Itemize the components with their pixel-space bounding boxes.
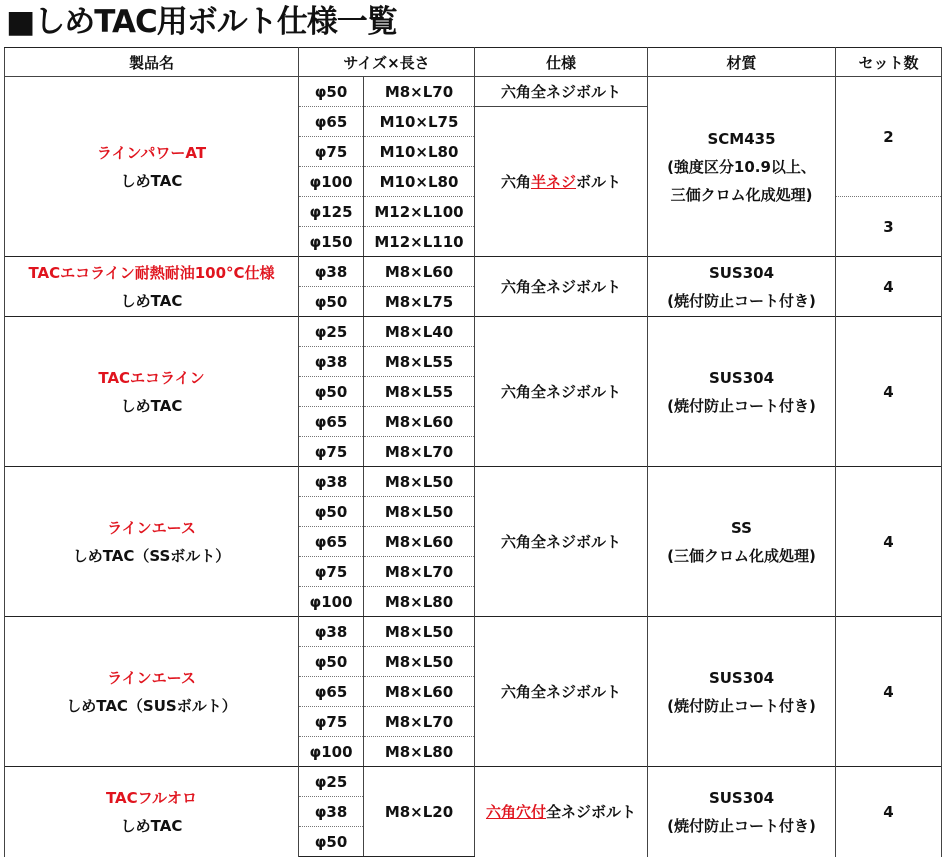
material-cell bbox=[648, 767, 836, 857]
bolt-size: M8×L70 bbox=[364, 707, 475, 737]
product-name-cell bbox=[5, 257, 299, 317]
material-line: (焼付防止コート付き) bbox=[667, 696, 816, 715]
bolt-spec: 六角全ネジボルト bbox=[475, 617, 648, 767]
header-size: サイズ×長さ bbox=[299, 48, 475, 77]
material-line: SCM435 bbox=[707, 129, 776, 148]
bolt-size: M8×L80 bbox=[364, 737, 475, 767]
set-count: 3 bbox=[836, 197, 942, 257]
diameter: φ50 bbox=[299, 647, 364, 677]
header-row bbox=[5, 48, 942, 77]
bolt-size: M8×L70 bbox=[364, 437, 475, 467]
bolt-size: M8×L60 bbox=[364, 257, 475, 287]
bolt-spec: 六角全ネジボルト bbox=[475, 77, 648, 107]
material-line: SUS304 bbox=[708, 788, 775, 807]
bolt-spec-table bbox=[4, 47, 942, 857]
product-name-cell bbox=[5, 767, 299, 857]
material-line: 三価クロム化成処理) bbox=[670, 185, 813, 204]
header-product-name: 製品名 bbox=[5, 48, 299, 77]
diameter: φ38 bbox=[299, 257, 364, 287]
header-material: 材質 bbox=[648, 48, 836, 77]
diameter: φ38 bbox=[299, 797, 364, 827]
material-line: (三価クロム化成処理) bbox=[667, 546, 816, 565]
diameter: φ50 bbox=[299, 77, 364, 107]
bolt-size: M8×L50 bbox=[364, 497, 475, 527]
diameter: φ65 bbox=[299, 527, 364, 557]
product-name: TACエコライン耐熱耐油100°C仕様 bbox=[28, 263, 275, 282]
bolt-size: M8×L60 bbox=[364, 407, 475, 437]
product-sub: しめTAC bbox=[120, 816, 183, 835]
bolt-size: M8×L50 bbox=[364, 617, 475, 647]
bolt-size: M8×L50 bbox=[364, 647, 475, 677]
set-count: 4 bbox=[836, 467, 942, 617]
product-name-cell bbox=[5, 467, 299, 617]
bolt-spec: 六角全ネジボルト bbox=[475, 317, 648, 467]
bolt-size: M8×L75 bbox=[364, 287, 475, 317]
diameter: φ65 bbox=[299, 677, 364, 707]
diameter: φ25 bbox=[299, 767, 364, 797]
diameter: φ75 bbox=[299, 437, 364, 467]
bolt-size: M10×L75 bbox=[364, 107, 475, 137]
bolt-size: M8×L40 bbox=[364, 317, 475, 347]
diameter: φ75 bbox=[299, 707, 364, 737]
product-name: ラインエース bbox=[107, 668, 196, 687]
set-count: 2 bbox=[836, 77, 942, 197]
material-cell bbox=[648, 77, 836, 257]
diameter: φ75 bbox=[299, 137, 364, 167]
material-line: SUS304 bbox=[708, 668, 775, 687]
material-line: (強度区分10.9以上、 bbox=[667, 157, 816, 176]
table-row bbox=[5, 77, 942, 107]
product-name-cell bbox=[5, 77, 299, 257]
diameter: φ50 bbox=[299, 287, 364, 317]
diameter: φ100 bbox=[299, 737, 364, 767]
bolt-size: M8×L70 bbox=[364, 77, 475, 107]
material-line: SUS304 bbox=[708, 263, 775, 282]
diameter: φ65 bbox=[299, 407, 364, 437]
material-line: SUS304 bbox=[708, 368, 775, 387]
bolt-size: M8×L60 bbox=[364, 677, 475, 707]
bolt-size: M8×L60 bbox=[364, 527, 475, 557]
bolt-size: M12×L110 bbox=[364, 227, 475, 257]
diameter: φ100 bbox=[299, 167, 364, 197]
bolt-spec bbox=[475, 767, 648, 857]
spec-text: 全ネジボルト bbox=[546, 802, 637, 821]
header-set-count: セット数 bbox=[836, 48, 942, 77]
table-row bbox=[5, 467, 942, 497]
diameter: φ100 bbox=[299, 587, 364, 617]
product-sub: しめTAC（SUSボルト） bbox=[66, 696, 237, 715]
bolt-size: M8×L55 bbox=[364, 347, 475, 377]
table-row bbox=[5, 767, 942, 797]
product-name-cell bbox=[5, 617, 299, 767]
spec-highlight: 六角穴付 bbox=[485, 802, 546, 821]
bolt-size: M8×L55 bbox=[364, 377, 475, 407]
product-name: TACフルオロ bbox=[105, 788, 198, 807]
product-sub: しめTAC bbox=[120, 291, 183, 310]
bolt-size: M10×L80 bbox=[364, 137, 475, 167]
product-name-cell bbox=[5, 317, 299, 467]
material-cell bbox=[648, 317, 836, 467]
bolt-size: M8×L80 bbox=[364, 587, 475, 617]
header-spec: 仕様 bbox=[475, 48, 648, 77]
product-sub: しめTAC（SSボルト） bbox=[72, 546, 231, 565]
table-row bbox=[5, 257, 942, 287]
material-cell bbox=[648, 257, 836, 317]
bolt-spec: 六角全ネジボルト bbox=[475, 467, 648, 617]
bolt-size: M10×L80 bbox=[364, 167, 475, 197]
page-title: ■しめTAC用ボルト仕様一覧 bbox=[6, 4, 397, 40]
material-line: SS bbox=[731, 518, 752, 537]
diameter: φ125 bbox=[299, 197, 364, 227]
material-cell bbox=[648, 617, 836, 767]
set-count: 4 bbox=[836, 767, 942, 857]
bolt-size: M8×L70 bbox=[364, 557, 475, 587]
diameter: φ75 bbox=[299, 557, 364, 587]
bolt-size: M8×L20 bbox=[364, 767, 475, 857]
table-row bbox=[5, 317, 942, 347]
diameter: φ50 bbox=[299, 377, 364, 407]
material-cell bbox=[648, 467, 836, 617]
bolt-size: M12×L100 bbox=[364, 197, 475, 227]
material-line: (焼付防止コート付き) bbox=[667, 291, 816, 310]
product-sub: しめTAC bbox=[120, 396, 183, 415]
diameter: φ38 bbox=[299, 617, 364, 647]
diameter: φ150 bbox=[299, 227, 364, 257]
set-count: 4 bbox=[836, 617, 942, 767]
set-count: 4 bbox=[836, 317, 942, 467]
bolt-size: M8×L50 bbox=[364, 467, 475, 497]
product-name: TACエコライン bbox=[98, 368, 205, 387]
diameter: φ50 bbox=[299, 497, 364, 527]
set-count: 4 bbox=[836, 257, 942, 317]
diameter: φ38 bbox=[299, 347, 364, 377]
table-row bbox=[5, 617, 942, 647]
bolt-spec: 六角全ネジボルト bbox=[475, 257, 648, 317]
product-name: ラインエース bbox=[107, 518, 196, 537]
diameter: φ25 bbox=[299, 317, 364, 347]
material-line: (焼付防止コート付き) bbox=[667, 816, 816, 835]
spec-text: 六角 bbox=[500, 172, 531, 191]
bolt-spec bbox=[475, 107, 648, 257]
spec-highlight: 半ネジ bbox=[530, 172, 576, 191]
product-name: ラインパワーAT bbox=[96, 143, 207, 162]
diameter: φ38 bbox=[299, 467, 364, 497]
diameter: φ50 bbox=[299, 827, 364, 857]
material-line: (焼付防止コート付き) bbox=[667, 396, 816, 415]
spec-text: ボルト bbox=[576, 172, 622, 191]
diameter: φ65 bbox=[299, 107, 364, 137]
product-sub: しめTAC bbox=[120, 171, 183, 190]
